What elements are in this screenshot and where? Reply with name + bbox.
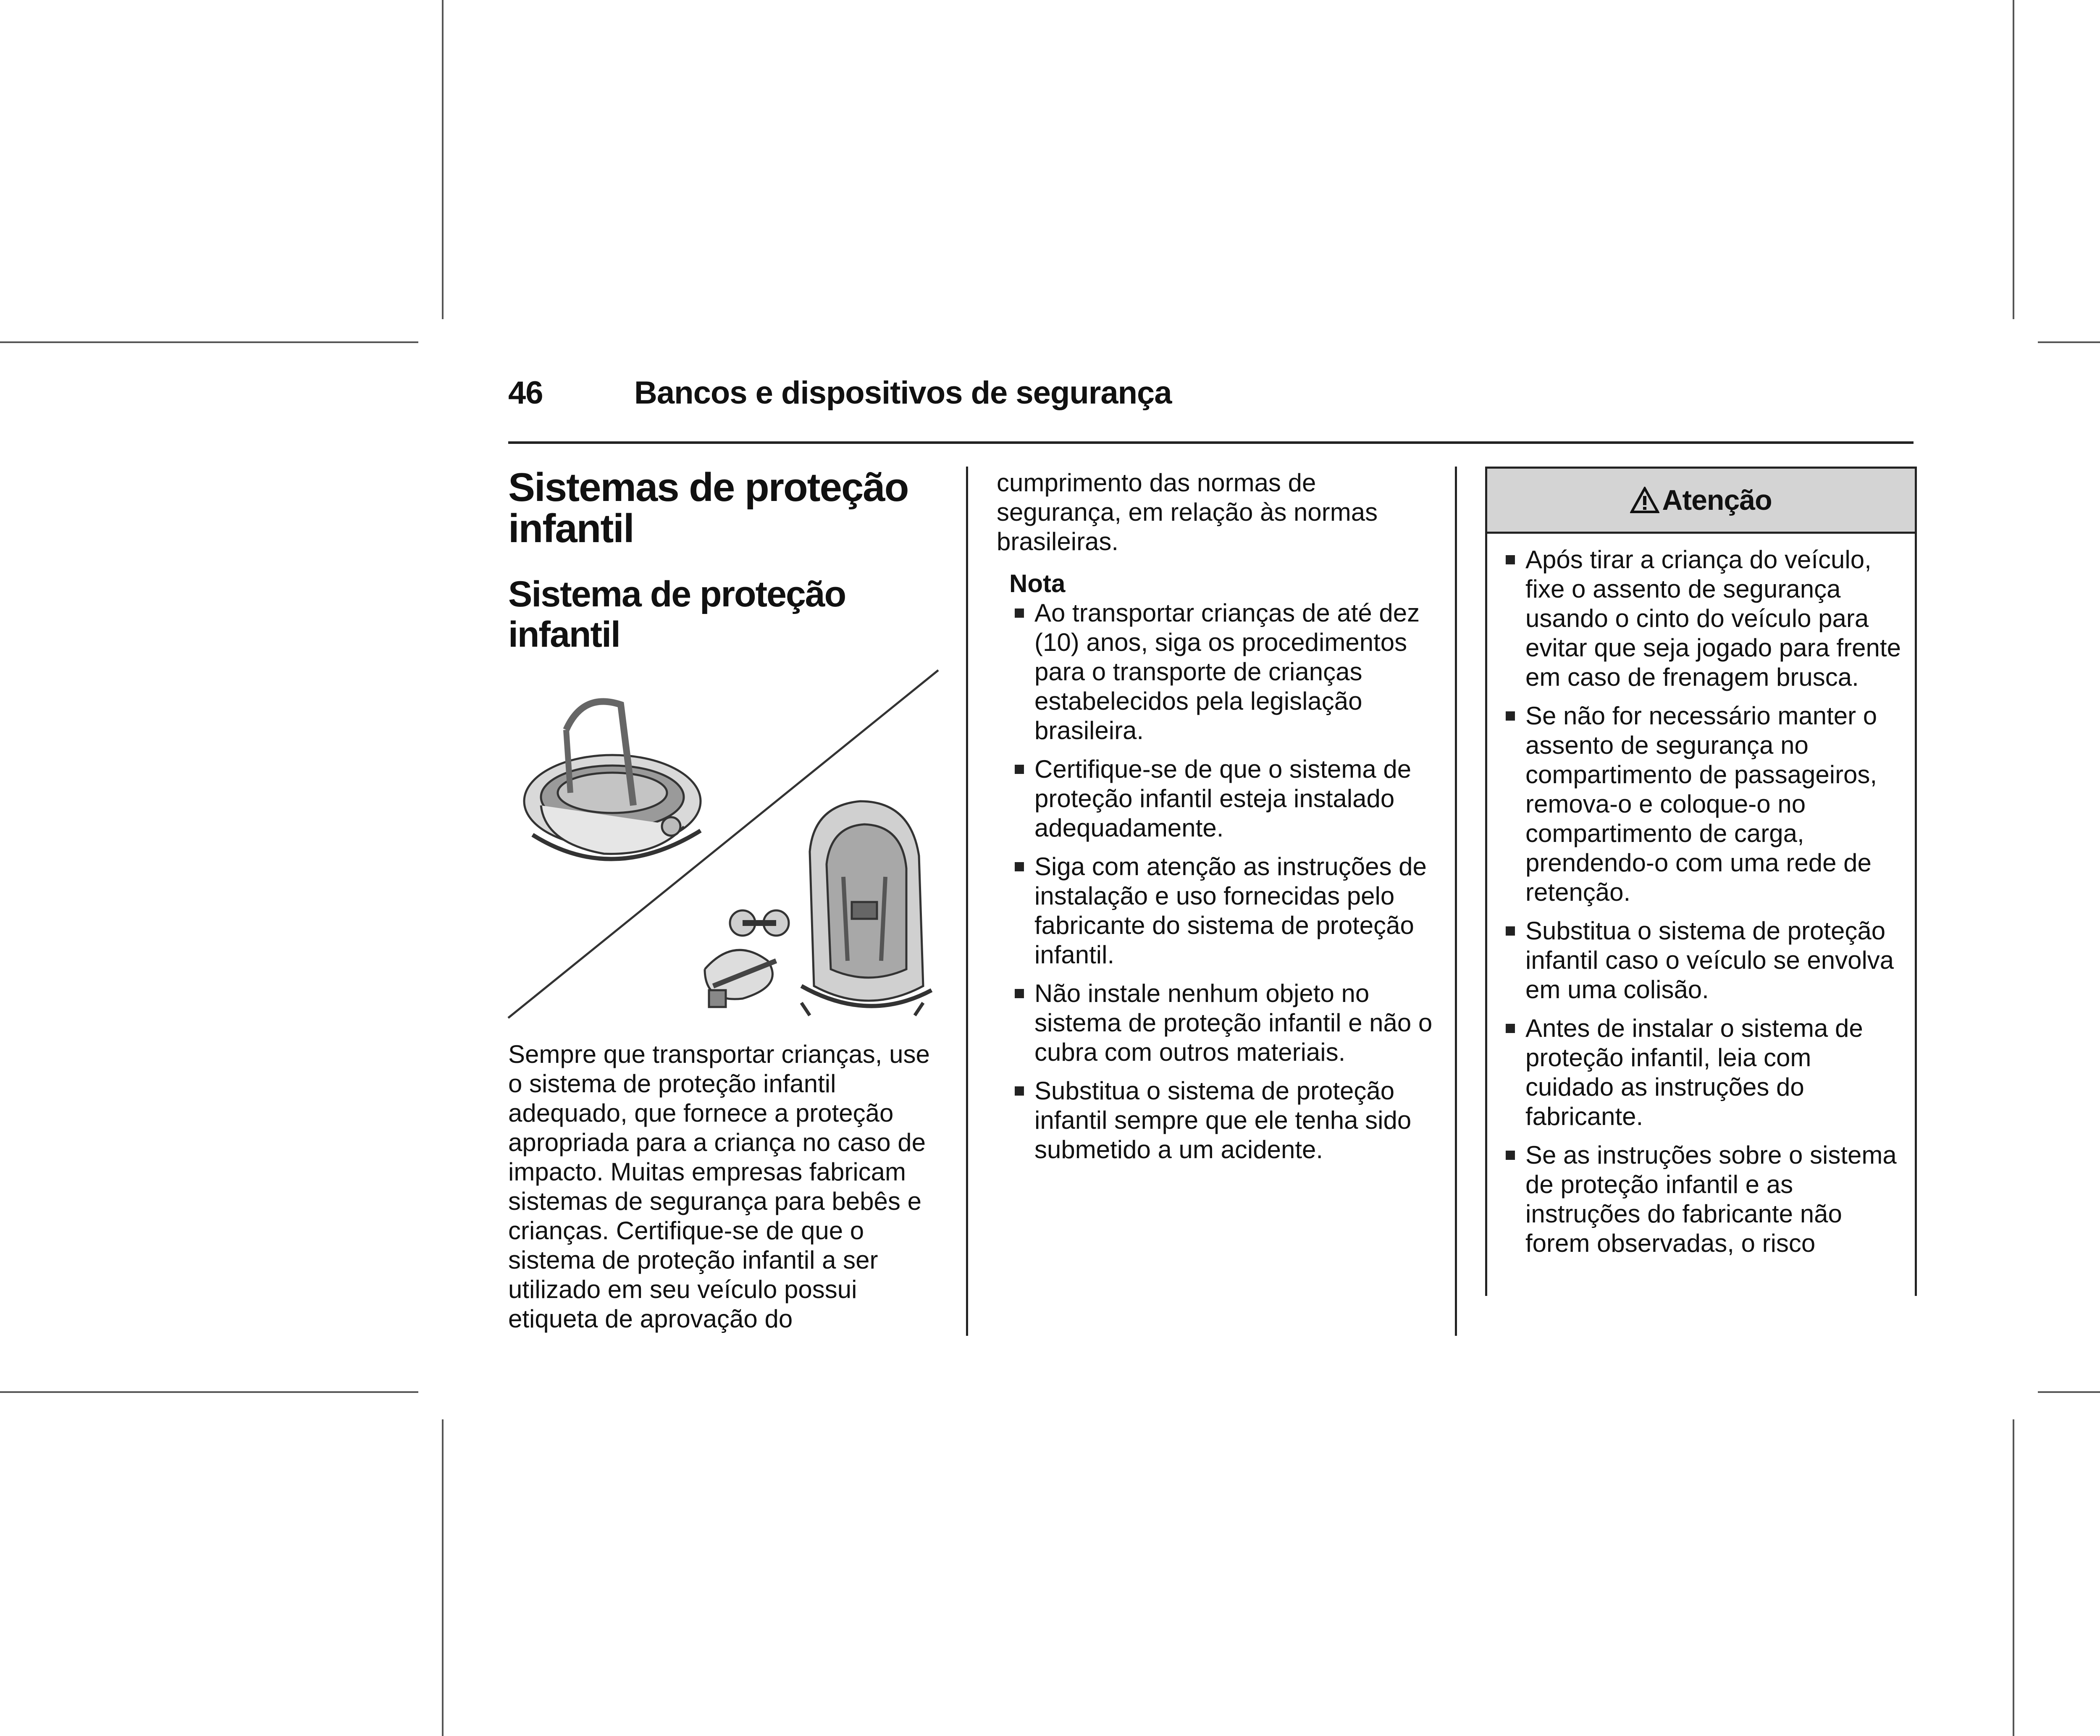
- bullet-square-icon: [1015, 765, 1024, 774]
- warning-list: [1502, 545, 1906, 1267]
- note-item-text: Certifique-se de que o sistema de proteção infantil esteja instalado adequadamente.: [1034, 755, 1412, 842]
- warning-triangle-icon: [1630, 487, 1659, 514]
- list-item: [1011, 979, 1440, 1067]
- crop-mark: [442, 0, 444, 319]
- crop-mark: [2013, 0, 2014, 319]
- crop-mark: [0, 1391, 418, 1393]
- crop-mark: [2013, 1419, 2014, 1736]
- list-item: [1011, 755, 1440, 843]
- column-divider: [1455, 467, 1457, 1336]
- warning-item-text: Antes de instalar o sistema de proteção infantil, leia com cuidado as instruções do fabricante.: [1525, 1014, 1863, 1130]
- note-item-text: Substitua o sistema de proteção infantil sempre que ele tenha sido submetido a um acidente.: [1034, 1077, 1412, 1164]
- crop-mark: [2038, 341, 2100, 343]
- crop-mark: [2038, 1391, 2100, 1393]
- bullet-square-icon: [1506, 1024, 1515, 1033]
- warning-item-text: Se as instruções sobre o sistema de proteção infantil e as instruções do fabricante não forem observadas, o risco: [1525, 1141, 1897, 1257]
- crop-mark: [442, 1419, 444, 1736]
- child-seat-illustration: [507, 667, 940, 1020]
- header-rule: [508, 441, 1914, 444]
- intro-paragraph: Sempre que transportar crianças, use o sistema de proteção infantil adequado, que fornece a proteção apropriada para a criança no caso de impacto. Muitas empresas fabricam sistemas de segurança para bebês e crianças. Certifique-se de que o sistema de proteção infantil a ser utilizado em seu veículo possui etiqueta de aprovação do: [508, 1040, 930, 1333]
- warning-item-text: Após tirar a criança do veículo, fixe o assento de segurança usando o cinto do veículo para evitar que seja jogado para frente em caso de frenagem brusca.: [1525, 545, 1901, 691]
- bullet-square-icon: [1015, 862, 1024, 871]
- page-number: 46: [508, 375, 543, 411]
- note-item-text: Ao transportar crianças de até dez (10) anos, siga os procedimentos para o transporte de crianças estabelecidos pela legislação brasileira.: [1034, 599, 1420, 745]
- warning-title: Atenção: [1662, 484, 1772, 516]
- section-heading: Sistemas de proteção infantil: [508, 465, 908, 551]
- list-item: [1502, 916, 1906, 1004]
- note-item-text: Não instale nenhum objeto no sistema de proteção infantil e não o cubra com outros materiais.: [1034, 979, 1433, 1066]
- bullet-square-icon: [1506, 555, 1515, 564]
- note-list: [1011, 598, 1440, 1174]
- crop-mark: [0, 341, 418, 343]
- warning-box: [1485, 467, 1917, 1296]
- running-header-title: Bancos e dispositivos de segurança: [634, 375, 1172, 411]
- bullet-square-icon: [1506, 711, 1515, 721]
- subsection-heading: Sistema de proteção infantil: [508, 574, 846, 655]
- warning-header: [1487, 469, 1915, 534]
- bullet-square-icon: [1506, 1151, 1515, 1160]
- continuation-paragraph: cumprimento das normas de segurança, em relação às normas brasileiras.: [997, 469, 1378, 556]
- list-item: [1011, 852, 1440, 970]
- list-item: [1011, 598, 1440, 745]
- list-item: [1502, 545, 1906, 692]
- list-item: [1011, 1076, 1440, 1164]
- bullet-square-icon: [1015, 989, 1024, 998]
- warning-item-text: Se não for necessário manter o assento de segurança no compartimento de passageiros, remova-o e coloque-o no compartimento de carga, prendendo-o com uma rede de retenção.: [1525, 702, 1877, 906]
- list-item: [1502, 1014, 1906, 1131]
- note-item-text: Siga com atenção as instruções de instalação e uso fornecidas pelo fabricante do sistema de proteção infantil.: [1034, 852, 1427, 969]
- list-item: [1502, 1141, 1906, 1258]
- bullet-square-icon: [1015, 1086, 1024, 1096]
- column-divider: [966, 467, 968, 1336]
- warning-item-text: Substitua o sistema de proteção infantil caso o veículo se envolva em uma colisão.: [1525, 917, 1894, 1004]
- bullet-square-icon: [1015, 608, 1024, 618]
- list-item: [1502, 701, 1906, 907]
- bullet-square-icon: [1506, 926, 1515, 936]
- note-label: Nota: [1009, 569, 1066, 598]
